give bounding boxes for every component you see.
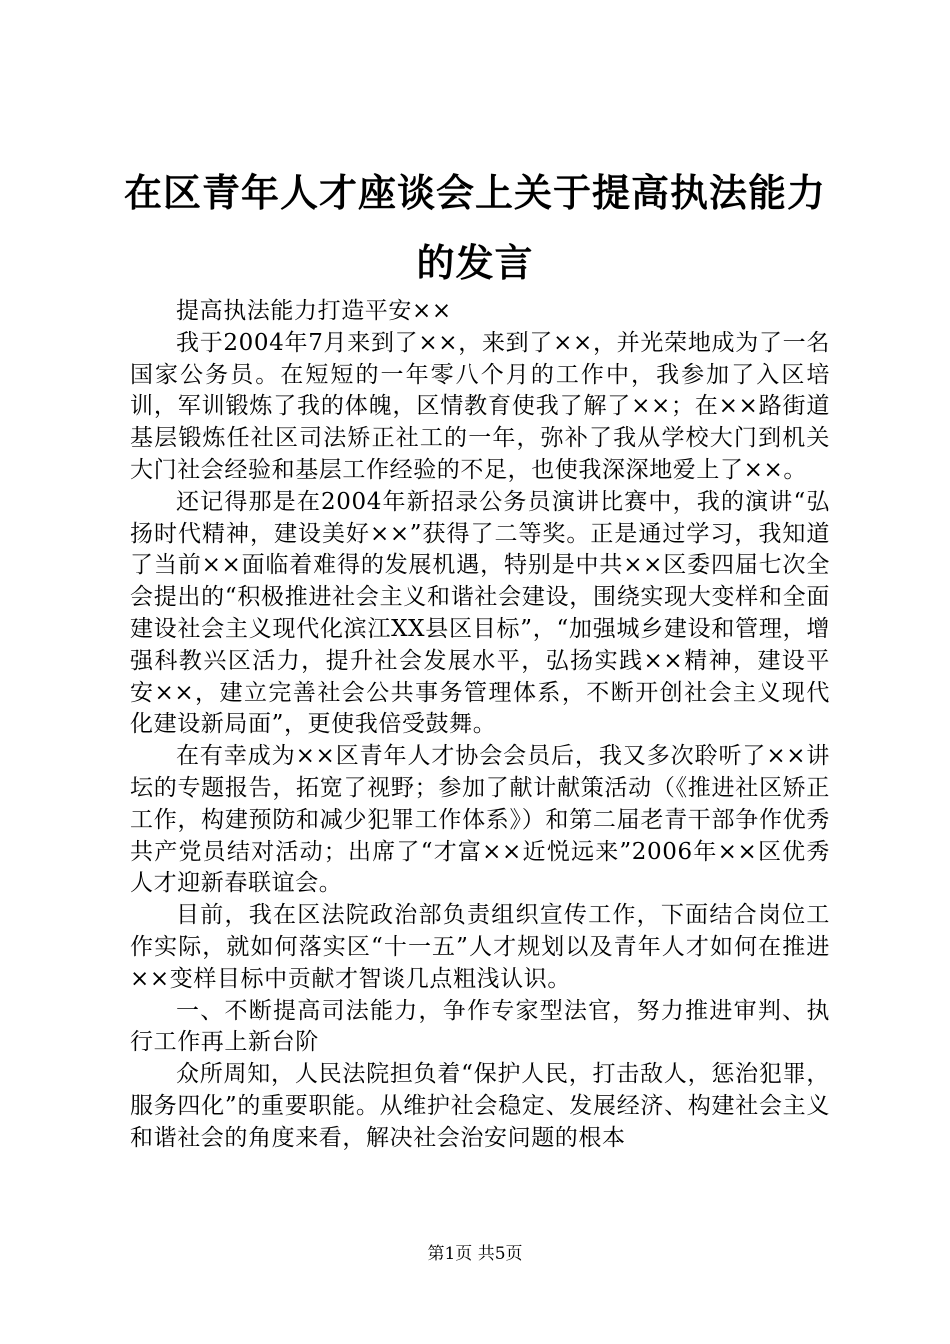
document-title: 在区青年人才座谈会上关于提高执法能力的发言 xyxy=(123,171,826,285)
paragraph: 众所周知，人民法院担负着“保护人民，打击敌人，惩治犯罪，服务四化”的重要职能。从维护社会稳定、发展经济、构建社会主义和谐社会的角度来看，解决社会治安问题的根本 xyxy=(130,1061,830,1151)
page-footer: 第1页 共5页 xyxy=(427,1244,523,1264)
paragraph: 在有幸成为××区青年人才协会会员后，我又多次聆听了××讲坛的专题报告，拓宽了视野；参加了献计献策活动（《推进社区矫正工作，构建预防和减少犯罪工作体系》）和第二届老青干部争作优秀共产党员结对活动；出席了“才富××近悦远来”2006年××区优秀人才迎新春联谊会。 xyxy=(130,743,830,897)
paragraph-subtitle: 提高执法能力打造平安×× xyxy=(176,298,452,324)
section-heading: 一、不断提高司法能力，争作专家型法官，努力推进审判、执行工作再上新台阶 xyxy=(130,997,830,1056)
document-body xyxy=(130,296,830,1155)
paragraph: 我于2004年7月来到了××，来到了××，并光荣地成为了一名国家公务员。在短短的一年零八个月的工作中，我参加了入区培训，军训锻炼了我的体魄，区情教育使我了解了××；在××路街道基层锻炼任社区司法矫正社工的一年，弥补了我从学校大门到机关大门社会经验和基层工作经验的不足，也使我深深地爱上了××。 xyxy=(130,329,830,483)
paragraph: 目前，我在区法院政治部负责组织宣传工作，下面结合岗位工作实际，就如何落实区“十一五”人才规划以及青年人才如何在推进××变样目标中贡献才智谈几点粗浅认识。 xyxy=(130,902,830,992)
paragraph: 还记得那是在2004年新招录公务员演讲比赛中，我的演讲“弘扬时代精神，建设美好××”获得了二等奖。正是通过学习，我知道了当前××面临着难得的发展机遇，特别是中共××区委四届七次全会提出的“积极推进社会主义和谐社会建设，围绕实现大变样和全面建设社会主义现代化滨江XX县区目标”，“加强城乡建设和管理，增强科教兴区活力，提升社会发展水平，弘扬实践××精神，建设平安××，建立完善社会公共事务管理体系，不断开创社会主义现代化建设新局面”，更使我倍受鼓舞。 xyxy=(130,488,830,738)
